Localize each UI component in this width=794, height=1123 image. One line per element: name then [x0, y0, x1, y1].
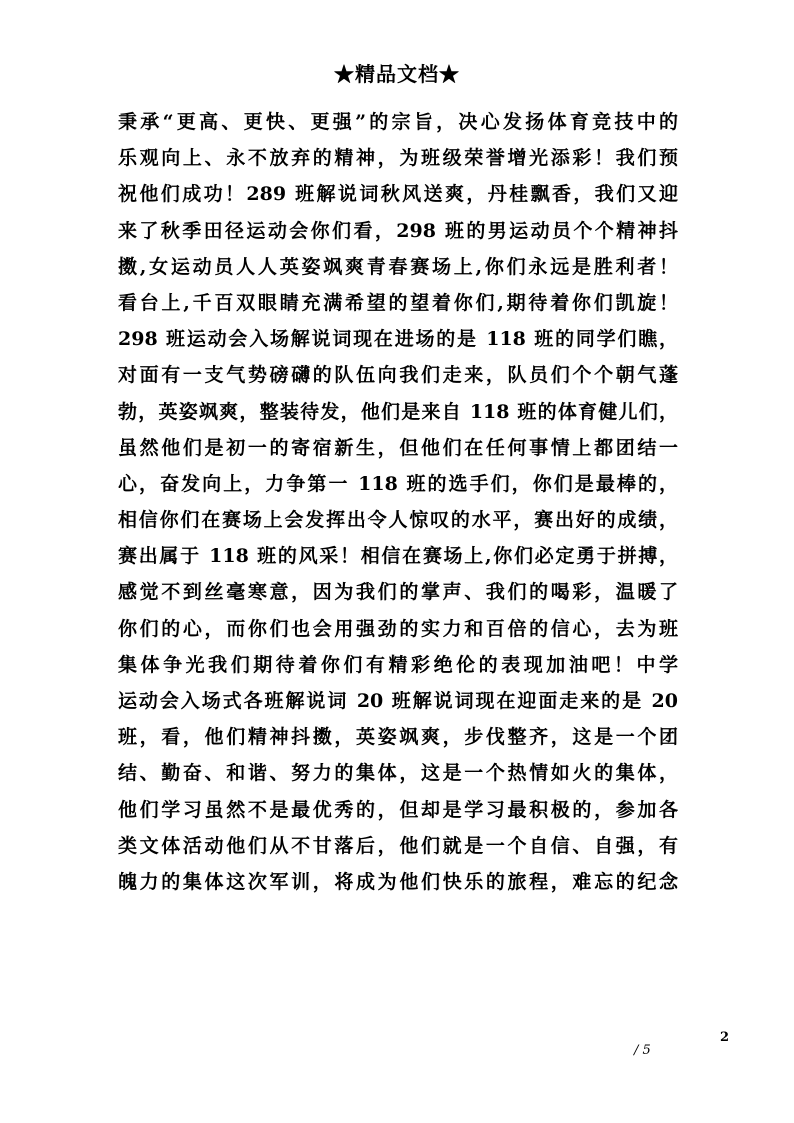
text-line: 运动会入场式各班解说词 20 班解说词现在迎面走来的是 20	[118, 690, 678, 712]
page-number: 2	[720, 1030, 730, 1045]
text-line: 祝他们成功！289 班解说词秋风送爽，丹桂飘香，我们又迎	[118, 183, 678, 206]
text-line: 对面有一支气势磅礴的队伍向我们走来，队员们个个朝气蓬	[118, 364, 678, 387]
text-line: 他们学习虽然不是最优秀的，但却是学习最积极的，参加各	[118, 798, 678, 821]
text-line: 看台上,千百双眼睛充满希望的望着你们,期待着你们凯旋！	[118, 291, 678, 314]
text-line: 来了秋季田径运动会你们看，298 班的男运动员个个精神抖	[118, 219, 678, 242]
text-line: 感觉不到丝毫寒意，因为我们的掌声、我们的喝彩，温暖了	[118, 581, 678, 604]
text-line: 乐观向上、永不放弃的精神，为班级荣誉增光添彩！我们预	[118, 147, 678, 170]
text-line: 赛出属于 118 班的风采！相信在赛场上,你们必定勇于拼搏，	[118, 545, 678, 568]
text-line: 298 班运动会入场解说词现在进场的是 118 班的同学们瞧，	[118, 328, 678, 351]
text-line: 魄力的集体这次军训，将成为他们快乐的旅程，难忘的纪念	[118, 870, 678, 893]
text-line: 班，看，他们精神抖擞，英姿飒爽，步伐整齐，这是一个团	[118, 726, 678, 749]
text-line: 擞,女运动员人人英姿飒爽青春赛场上,你们永远是胜利者！	[118, 255, 678, 278]
body-text	[118, 104, 678, 900]
text-line: 你们的心，而你们也会用强劲的实力和百倍的信心，去为班	[118, 617, 678, 640]
text-line: 勃，英姿飒爽，整装待发，他们是来自 118 班的体育健儿们，	[118, 400, 678, 423]
text-line: 集体争光我们期待着你们有精彩绝伦的表现加油吧！中学	[118, 653, 678, 676]
page-header-title: ★精品文档★	[334, 62, 460, 86]
text-line: 相信你们在赛场上会发挥出令人惊叹的水平，赛出好的成绩，	[118, 509, 678, 532]
text-line: 虽然他们是初一的寄宿新生，但他们在任何事情上都团结一	[118, 436, 678, 459]
text-line: 结、勤奋、和谐、努力的集体，这是一个热情如火的集体，	[118, 762, 678, 785]
text-line: 类文体活动他们从不甘落后，他们就是一个自信、自强，有	[118, 834, 678, 857]
text-line: 心，奋发向上，力争第一 118 班的选手们，你们是最棒的，	[118, 472, 678, 495]
page-total: / 5	[634, 1043, 651, 1058]
text-line: 秉承“更高、更快、更强”的宗旨，决心发扬体育竞技中的	[118, 111, 678, 133]
